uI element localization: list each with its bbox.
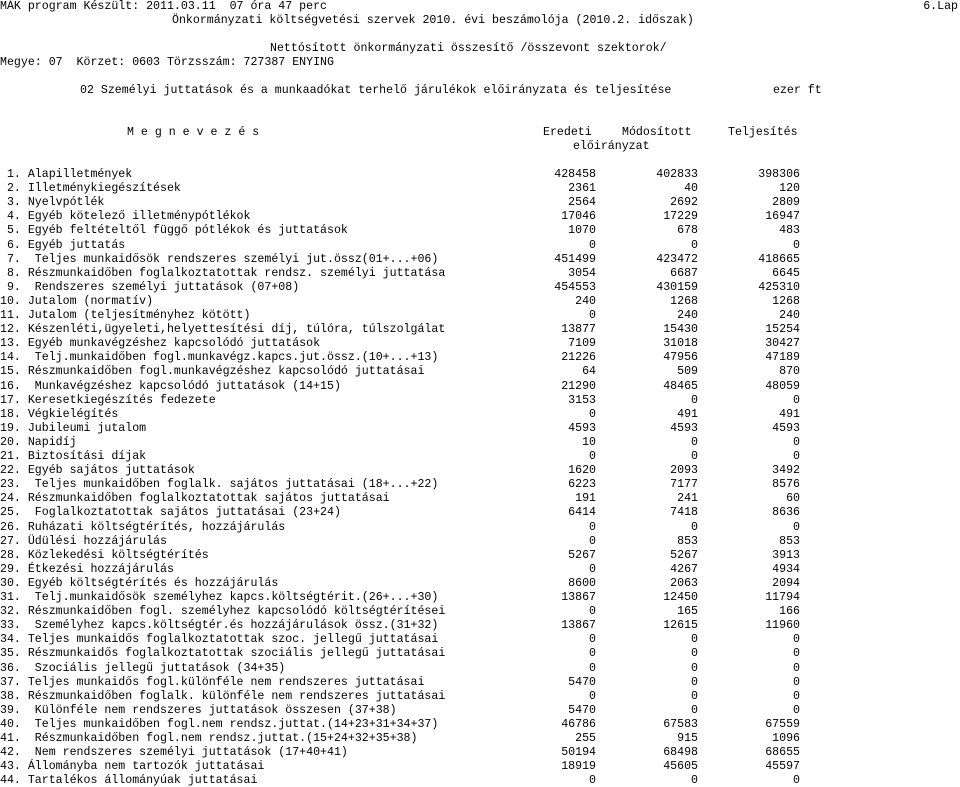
cell-completed: 3492 (772, 464, 800, 478)
cell-modified: 0 (691, 774, 698, 787)
cell-modified: 0 (691, 238, 698, 252)
row-label: 28. Közlekedési költségtérítés (0, 548, 209, 562)
cell-completed: 3913 (772, 548, 800, 562)
cell-completed: 15254 (765, 323, 800, 337)
cell-original: 0 (589, 534, 596, 548)
cell-original: 10 (582, 435, 596, 449)
row-label: 24. Részmunkaidőben foglalkoztatottak sajátos juttatásai (0, 492, 390, 506)
row-label: 31. Telj.munkaidősök személyhez kapcs.költségtérit.(26+...+30) (0, 591, 439, 604)
cell-completed: 425310 (758, 280, 800, 294)
cell-original: 0 (589, 647, 596, 661)
cell-original: 2361 (568, 182, 596, 196)
cell-completed: 30427 (765, 337, 800, 351)
cell-modified: 0 (691, 675, 698, 689)
row-label: 36. Szociális jellegű juttatások (34+35) (0, 661, 286, 675)
cell-completed: 11794 (765, 591, 800, 604)
row-label: 3. Nyelvpótlék (0, 196, 105, 210)
cell-original: 0 (589, 238, 596, 252)
cell-modified: 2093 (670, 464, 698, 478)
cell-modified: 165 (677, 605, 698, 619)
cell-original: 1070 (568, 224, 596, 238)
row-label: 42. Nem rendszeres személyi juttatások (17+40+41) (0, 746, 348, 760)
cell-modified: 2063 (670, 576, 698, 590)
cell-original: 0 (589, 689, 596, 703)
cell-completed: 16947 (765, 210, 800, 224)
row-label: 35. Részmunkaidős foglalkoztatottak szociális jellegű juttatásai (0, 647, 446, 661)
cell-completed: 45597 (765, 760, 800, 774)
cell-completed: 0 (793, 435, 800, 449)
cell-completed: 853 (779, 534, 800, 548)
row-label: 8. Részmunkaidőben foglalkoztatottak rendsz. személyi juttatása (0, 266, 446, 280)
cell-original: 50194 (561, 746, 596, 760)
cell-completed: 6645 (772, 266, 800, 280)
cell-original: 46786 (561, 717, 596, 731)
cell-modified: 491 (677, 407, 698, 421)
row-label: 23. Teljes munkaidőben foglalk. sajátos juttatásai (18+...+22) (0, 478, 439, 492)
cell-completed: 11960 (765, 619, 800, 633)
cell-completed: 2809 (772, 196, 800, 210)
cell-completed: 0 (793, 520, 800, 534)
cell-completed: 48059 (765, 379, 800, 393)
cell-original: 64 (582, 365, 596, 379)
row-label: 19. Jubileumi jutalom (0, 421, 147, 435)
row-label: 10. Jutalom (normatív) (0, 294, 154, 308)
cell-original: 4593 (568, 421, 596, 435)
cell-modified: 4593 (670, 421, 698, 435)
cell-modified: 68498 (663, 746, 698, 760)
cell-original: 0 (589, 605, 596, 619)
cell-completed: 0 (793, 633, 800, 647)
cell-modified: 31018 (663, 337, 698, 351)
cell-original: 0 (589, 450, 596, 463)
region-info: Megye: 07 Körzet: 0603 Törzsszám: 727387 ENYING (0, 56, 334, 69)
row-label: 44. Tartalékos állományúak juttatásai (0, 774, 258, 787)
cell-original: 0 (589, 407, 596, 421)
row-label: 41. Részmunkaidőben fogl.nem rendsz.juttat.(15+24+32+35+38) (0, 732, 418, 745)
cell-completed: 0 (793, 661, 800, 675)
cell-modified: 241 (677, 492, 698, 506)
row-label: 39. Különféle nem rendszeres juttatások összesen (37+38) (0, 703, 397, 717)
cell-completed: 4593 (772, 421, 800, 435)
cell-modified: 17229 (663, 210, 698, 224)
cell-completed: 8576 (772, 478, 800, 492)
row-label: 17. Keresetkiegészítés fedezete (0, 393, 216, 407)
cell-original: 21226 (561, 351, 596, 365)
cell-modified: 0 (691, 661, 698, 675)
row-label: 14. Telj.munkaidőben fogl.munkavégz.kapcs.jut.össz.(10+...+13) (0, 351, 439, 365)
row-label: 40. Teljes munkaidőben fogl.nem rendsz.juttat.(14+23+31+34+37) (0, 717, 439, 731)
cell-completed: 0 (793, 393, 800, 407)
report-title: Önkormányzati költségvetési szervek 2010. évi beszámolója (2010.2. időszak) (172, 14, 694, 27)
cell-original: 255 (575, 732, 596, 745)
cell-completed: 1268 (772, 294, 800, 308)
cell-modified: 430159 (656, 280, 698, 294)
cell-modified: 853 (677, 534, 698, 548)
cell-modified: 7177 (670, 478, 698, 492)
cell-original: 1620 (568, 464, 596, 478)
unit-label: ezer ft (773, 84, 822, 97)
cell-original: 2564 (568, 196, 596, 210)
row-label: 6. Egyéb juttatás (0, 238, 126, 252)
cell-modified: 7418 (670, 506, 698, 520)
program-info: MÁK program Készült: 2011.03.11 07 óra 47 perc (0, 0, 327, 13)
row-label: 30. Egyéb költségtérítés és hozzájárulás (0, 576, 279, 590)
cell-modified: 509 (677, 365, 698, 379)
cell-original: 3054 (568, 266, 596, 280)
cell-completed: 8636 (772, 506, 800, 520)
report-subtitle: Nettósított önkormányzati összesítő /összevont szektorok/ (270, 42, 667, 55)
cell-original: 7109 (568, 337, 596, 351)
cell-completed: 0 (793, 675, 800, 689)
cell-modified: 12615 (663, 619, 698, 633)
cell-modified: 0 (691, 703, 698, 717)
cell-completed: 483 (779, 224, 800, 238)
cell-original: 428458 (554, 168, 596, 181)
cell-modified: 12450 (663, 591, 698, 604)
cell-completed: 0 (793, 703, 800, 717)
cell-modified: 0 (691, 633, 698, 647)
cell-completed: 240 (779, 309, 800, 322)
cell-original: 17046 (561, 210, 596, 224)
row-label: 7. Teljes munkaidősök rendszeres személyi jut.össz(01+...+06) (0, 252, 439, 266)
cell-modified: 67583 (663, 717, 698, 731)
row-label: 43. Állományba nem tartozók juttatásai (0, 760, 265, 774)
row-label: 13. Egyéb munkavégzéshez kapcsolódó juttatások (0, 337, 321, 351)
cell-modified: 0 (691, 450, 698, 463)
row-label: 4. Egyéb kötelező illetménypótlékok (0, 210, 251, 224)
cell-original: 5470 (568, 675, 596, 689)
cell-completed: 0 (793, 647, 800, 661)
row-label: 29. Étkezési hozzájárulás (0, 562, 174, 576)
cell-original: 18919 (561, 760, 596, 774)
cell-original: 13867 (561, 619, 596, 633)
row-label: 18. Végkielégítés (0, 407, 119, 421)
row-label: 32. Részmunkaidőben fogl. személyhez kapcsolódó költségtérítései (0, 605, 446, 619)
row-label: 22. Egyéb sajátos juttatások (0, 464, 195, 478)
row-label: 12. Készenléti,ügyeleti,helyettesítési díj, túlóra, túlszolgálat (0, 323, 446, 337)
row-label: 16. Munkavégzéshez kapcsolódó juttatások (14+15) (0, 379, 341, 393)
row-label: 9. Rendszeres személyi juttatások (07+08) (0, 280, 300, 294)
cell-completed: 0 (793, 450, 800, 463)
cell-original: 13867 (561, 591, 596, 604)
row-label: 5. Egyéb feltételtől függő pótlékok és juttatások (0, 224, 348, 238)
cell-original: 5267 (568, 548, 596, 562)
cell-modified: 6687 (670, 266, 698, 280)
row-label: 21. Biztosítási díjak (0, 450, 147, 463)
row-label: 11. Jutalom (teljesítményhez kötött) (0, 309, 251, 322)
cell-modified: 678 (677, 224, 698, 238)
cell-original: 0 (589, 520, 596, 534)
cell-completed: 1096 (772, 732, 800, 745)
cell-original: 8600 (568, 576, 596, 590)
row-label: 25. Foglalkoztatottak sajátos juttatásai (23+24) (0, 506, 341, 520)
page-number: 6.Lap (923, 0, 958, 13)
row-label: 34. Teljes munkaidős foglalkoztatottak szoc. jellegű juttatásai (0, 633, 439, 647)
cell-completed: 0 (793, 238, 800, 252)
cell-completed: 120 (779, 182, 800, 196)
cell-original: 191 (575, 492, 596, 506)
cell-completed: 4934 (772, 562, 800, 576)
row-label: 2. Illetménykiegészítések (0, 182, 181, 196)
cell-completed: 0 (793, 689, 800, 703)
cell-modified: 0 (691, 393, 698, 407)
cell-modified: 15430 (663, 323, 698, 337)
column-subheader: előirányzat (573, 140, 650, 153)
cell-modified: 915 (677, 732, 698, 745)
cell-completed: 60 (786, 492, 800, 506)
cell-completed: 491 (779, 407, 800, 421)
row-label: 20. Napidíj (0, 435, 77, 449)
cell-completed: 870 (779, 365, 800, 379)
cell-modified: 48465 (663, 379, 698, 393)
cell-original: 0 (589, 309, 596, 322)
cell-original: 21290 (561, 379, 596, 393)
cell-modified: 47956 (663, 351, 698, 365)
cell-original: 240 (575, 294, 596, 308)
cell-modified: 423472 (656, 252, 698, 266)
row-label: 15. Részmunkaidőben fogl.munkavégzéshez kapcsolódó juttatásai (0, 365, 425, 379)
cell-original: 0 (589, 774, 596, 787)
cell-modified: 0 (691, 520, 698, 534)
cell-original: 451499 (554, 252, 596, 266)
cell-completed: 398306 (758, 168, 800, 181)
cell-modified: 5267 (670, 548, 698, 562)
row-label: 37. Teljes munkaidős fogl.különféle nem rendszeres juttatásai (0, 675, 425, 689)
cell-original: 6414 (568, 506, 596, 520)
cell-modified: 0 (691, 435, 698, 449)
cell-original: 5470 (568, 703, 596, 717)
cell-modified: 2692 (670, 196, 698, 210)
cell-original: 3153 (568, 393, 596, 407)
column-header-name: M e g n e v e z é s (127, 126, 260, 139)
row-label: 1. Alapilletmények (0, 168, 133, 181)
cell-completed: 166 (779, 605, 800, 619)
cell-original: 454553 (554, 280, 596, 294)
row-label: 27. Üdülési hozzájárulás (0, 534, 167, 548)
cell-completed: 0 (793, 774, 800, 787)
cell-modified: 402833 (656, 168, 698, 181)
cell-original: 0 (589, 661, 596, 675)
cell-modified: 0 (691, 689, 698, 703)
cell-modified: 1268 (670, 294, 698, 308)
cell-completed: 67559 (765, 717, 800, 731)
section-title: 02 Személyi juttatások és a munkaadókat terhelő járulékok előirányzata és teljesítése (80, 84, 672, 97)
column-header-completed: Teljesítés (728, 126, 798, 139)
cell-completed: 418665 (758, 252, 800, 266)
cell-original: 13877 (561, 323, 596, 337)
row-label: 26. Ruházati költségtérítés, hozzájárulás (0, 520, 286, 534)
column-header-original: Eredeti (543, 126, 592, 139)
column-header-modified: Módosított (622, 126, 692, 139)
cell-modified: 4267 (670, 562, 698, 576)
row-label: 33. Személyhez kapcs.költségtér.és hozzájárulások össz.(31+32) (0, 619, 439, 633)
row-label: 38. Részmunkaidőben foglalk. különféle nem rendszeres juttatásai (0, 689, 446, 703)
cell-modified: 240 (677, 309, 698, 322)
cell-original: 0 (589, 562, 596, 576)
cell-modified: 40 (684, 182, 698, 196)
cell-modified: 45605 (663, 760, 698, 774)
cell-completed: 2094 (772, 576, 800, 590)
cell-completed: 68655 (765, 746, 800, 760)
cell-modified: 0 (691, 647, 698, 661)
cell-completed: 47189 (765, 351, 800, 365)
cell-original: 6223 (568, 478, 596, 492)
cell-original: 0 (589, 633, 596, 647)
